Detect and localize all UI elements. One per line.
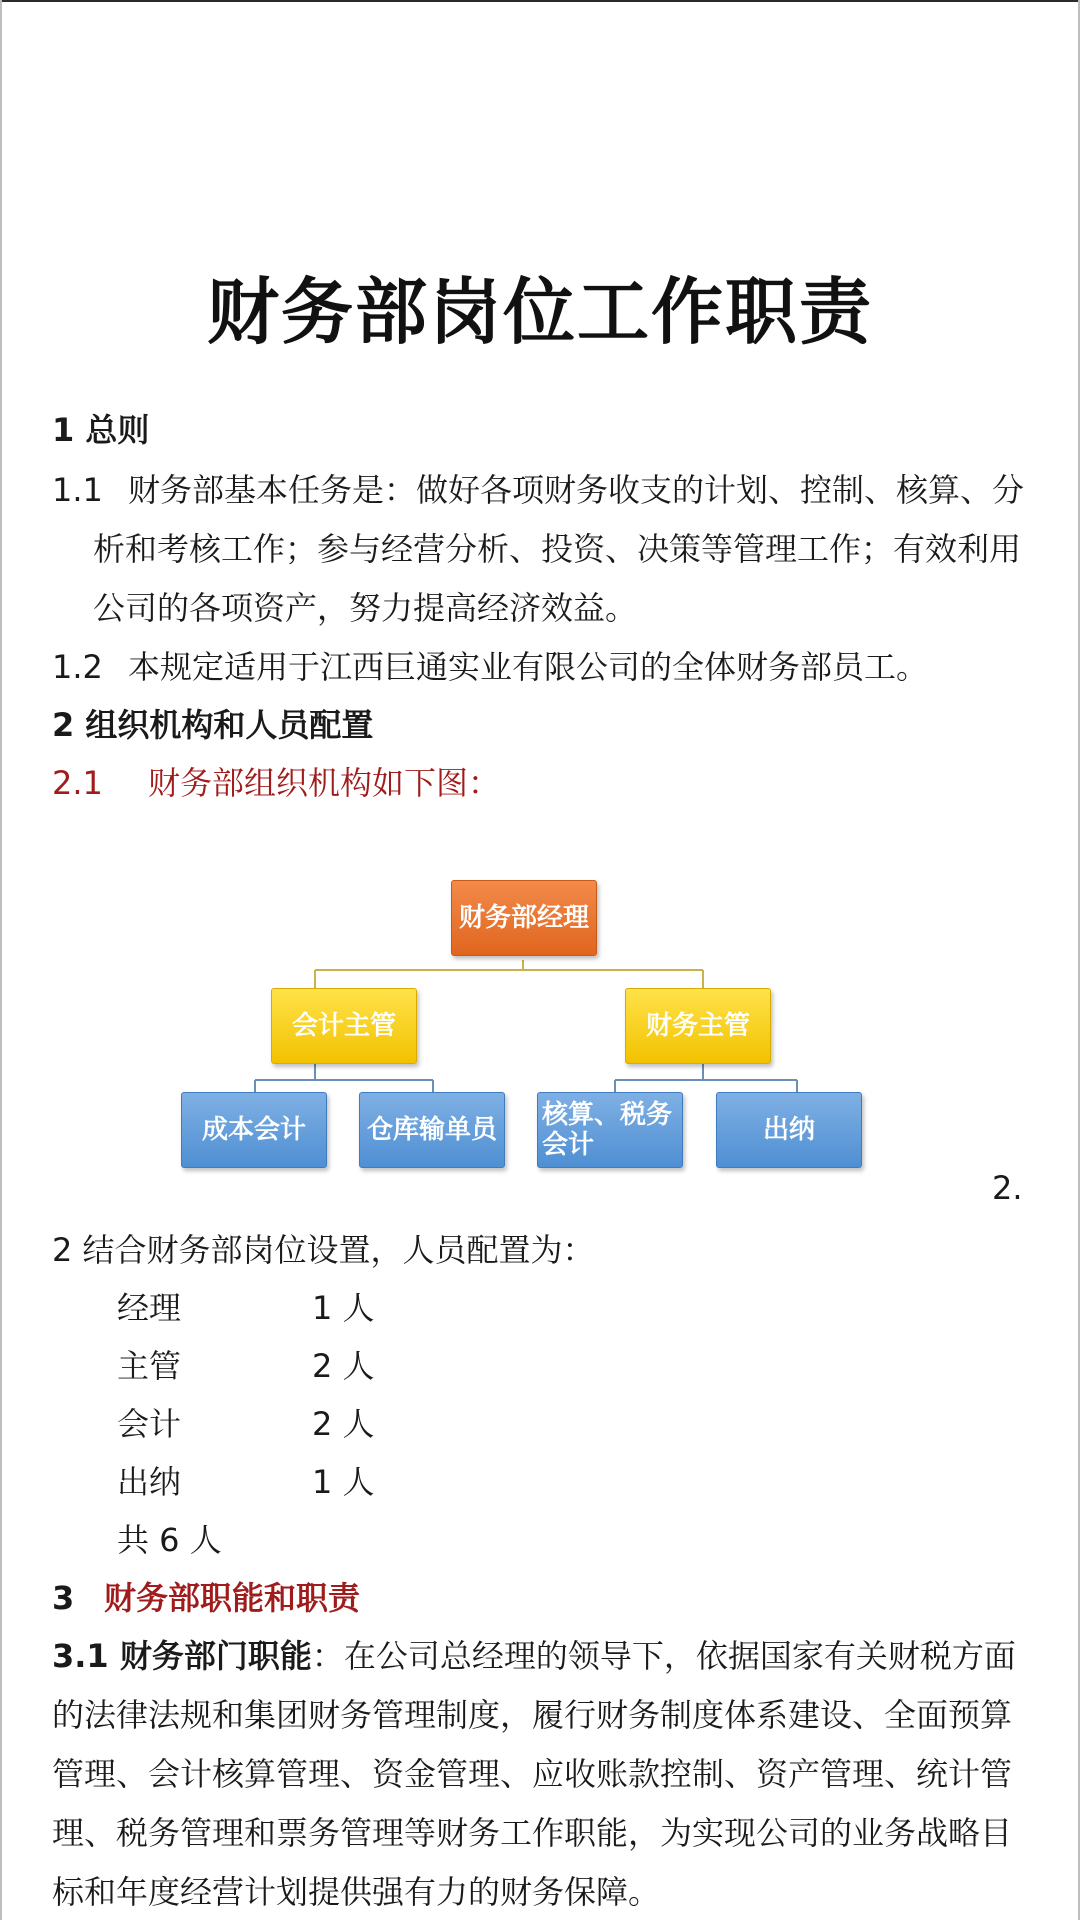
staffing-count: 1 人 (312, 1289, 375, 1327)
org-chart (175, 870, 875, 1180)
document-title: 财务部岗位工作职责 (206, 270, 873, 354)
staffing-role: 出纳 (117, 1463, 182, 1501)
staffing-role: 经理 (117, 1289, 182, 1327)
org-node-tax-accountant: 核算、税务 会计 (537, 1092, 683, 1168)
item-3-1-line-5: 标和年度经营计划提供强有力的财务保障。 (52, 1873, 661, 1911)
item-3-1-line-1 (52, 1636, 1016, 1676)
org-node-manager: 财务部经理 (451, 880, 597, 956)
org-node-accounting-supervisor: 会计主管 (271, 988, 417, 1064)
section-3-heading: 财务部职能和职责 (104, 1579, 361, 1617)
section-2-heading: 2 组织机构和人员配置 (52, 706, 374, 744)
section-3-number: 3 (52, 1579, 75, 1617)
staffing-intro: 2 结合财务部岗位设置，人员配置为： (52, 1231, 595, 1269)
item-1-2-number: 1.2 (52, 648, 103, 686)
item-1-1-line-3: 公司的各项资产，努力提高经济效益。 (93, 589, 638, 627)
section-1-heading: 1 总则 (52, 411, 150, 449)
item-3-1-line-3: 管理、会计核算管理、资金管理、应收账款控制、资产管理、统计管 (52, 1755, 1013, 1793)
staffing-count: 2 人 (312, 1405, 375, 1443)
org-node-cashier: 出纳 (716, 1092, 862, 1168)
item-1-1-line-2: 析和考核工作；参与经营分析、投资、决策等管理工作；有效利用 (93, 530, 1022, 568)
staffing-count: 2 人 (312, 1347, 375, 1385)
trailing-number: 2. (992, 1169, 1023, 1207)
staffing-total: 共 6 人 (117, 1521, 222, 1559)
item-3-1-line-2: 的法律法规和集团财务管理制度，履行财务制度体系建设、全面预算 (52, 1696, 1013, 1734)
item-1-1-line-1: 财务部基本任务是：做好各项财务收支的计划、控制、核算、分 (128, 471, 1025, 509)
org-node-warehouse-clerk: 仓库输单员 (359, 1092, 505, 1168)
staffing-role: 会计 (117, 1405, 182, 1443)
org-node-cost-accountant: 成本会计 (181, 1092, 327, 1168)
item-2-1-text: 财务部组织机构如下图： (148, 764, 501, 802)
item-1-1-number: 1.1 (52, 471, 103, 509)
staffing-count: 1 人 (312, 1463, 375, 1501)
staffing-role: 主管 (117, 1347, 182, 1385)
item-2-1-number: 2.1 (52, 764, 103, 802)
item-3-1-label: 3.1 财务部门职能 (52, 1637, 312, 1675)
item-3-1-line-4: 理、税务管理和票务管理等财务工作职能，为实现公司的业务战略目 (52, 1814, 1013, 1852)
item-1-2-text: 本规定适用于江西巨通实业有限公司的全体财务部员工。 (128, 648, 929, 686)
top-border (0, 0, 1080, 2)
org-node-finance-supervisor: 财务主管 (625, 988, 771, 1064)
item-3-1-text: ：在公司总经理的领导下，依据国家有关财税方面 (311, 1637, 1016, 1675)
